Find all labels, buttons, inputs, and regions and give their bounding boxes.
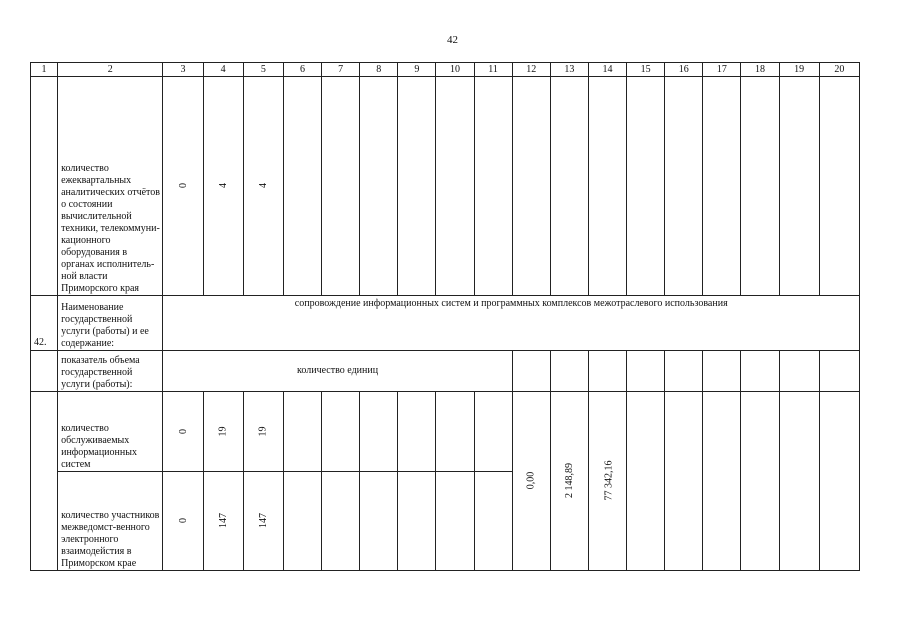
- col-header: 2: [58, 63, 163, 77]
- value-c5: 19: [257, 426, 269, 436]
- col-header: 20: [819, 63, 859, 77]
- value-c5: 4: [257, 183, 269, 188]
- col-header: 16: [665, 63, 703, 77]
- col-header: 15: [627, 63, 665, 77]
- col-header: 10: [436, 63, 474, 77]
- value-c13: 2 148,89: [563, 463, 575, 498]
- value-cell: [163, 77, 203, 296]
- header-row: [31, 63, 860, 77]
- col-header: 3: [163, 63, 203, 77]
- value-c3: 0: [177, 183, 189, 188]
- value-c5: 147: [257, 513, 269, 528]
- col-header: 6: [283, 63, 321, 77]
- value-cell: [203, 77, 243, 296]
- table-row: [31, 392, 860, 472]
- value-c4: 19: [217, 426, 229, 436]
- indicator-value: количество единиц: [163, 351, 512, 392]
- col-header: 18: [741, 63, 779, 77]
- col-header: 7: [322, 63, 360, 77]
- col-header: 11: [474, 63, 512, 77]
- page-number: 42: [447, 34, 458, 46]
- col-header: 17: [703, 63, 741, 77]
- col-header: 4: [203, 63, 243, 77]
- value-cell: [163, 472, 203, 571]
- table-row: [31, 296, 860, 351]
- item-number: 42.: [31, 296, 58, 351]
- value-c12: 0,00: [525, 471, 537, 490]
- merged-value-cell: [550, 392, 588, 571]
- budget-table: [30, 62, 860, 571]
- col-header: 9: [398, 63, 436, 77]
- table-row: [31, 351, 860, 392]
- value-cell: [203, 392, 243, 472]
- service-name: сопровождение информационных систем и программных комплексов межотраслевого использования: [163, 296, 860, 351]
- row-number-cell: [31, 77, 58, 296]
- value-c4: 147: [217, 513, 229, 528]
- table-row: [31, 77, 860, 296]
- col-header: 12: [512, 63, 550, 77]
- value-c3: 0: [177, 518, 189, 523]
- col-header: 8: [360, 63, 398, 77]
- merged-value-cell: [588, 392, 626, 571]
- value-cell: [243, 392, 283, 472]
- value-cell: [243, 472, 283, 571]
- value-c4: 4: [217, 183, 229, 188]
- col-header: 5: [243, 63, 283, 77]
- value-c3: 0: [177, 428, 189, 434]
- merged-value-cell: [512, 392, 550, 571]
- service-label: Наименование государственной услуги (работы) и ее содержание:: [58, 296, 163, 351]
- row-description: количество участников межведомст-венного электронного взаимодейстия в Приморском крае: [58, 472, 163, 571]
- value-cell: [243, 77, 283, 296]
- col-header: 1: [31, 63, 58, 77]
- value-cell: [163, 392, 203, 472]
- col-header: 13: [550, 63, 588, 77]
- indicator-label: показатель объема государственной услуги (работы):: [58, 351, 163, 392]
- row-description: количество ежеквартальных аналитических отчётов о состоянии вычислительной техники, телекоммуни-кационного оборудования в органах исполнитель-ной власти Приморского края: [58, 77, 163, 296]
- col-header: 14: [588, 63, 626, 77]
- row-description: количество обслуживаемых информационных систем: [58, 392, 163, 472]
- col-header: 19: [779, 63, 819, 77]
- value-cell: [203, 472, 243, 571]
- value-c14: 77 342,16: [603, 460, 615, 501]
